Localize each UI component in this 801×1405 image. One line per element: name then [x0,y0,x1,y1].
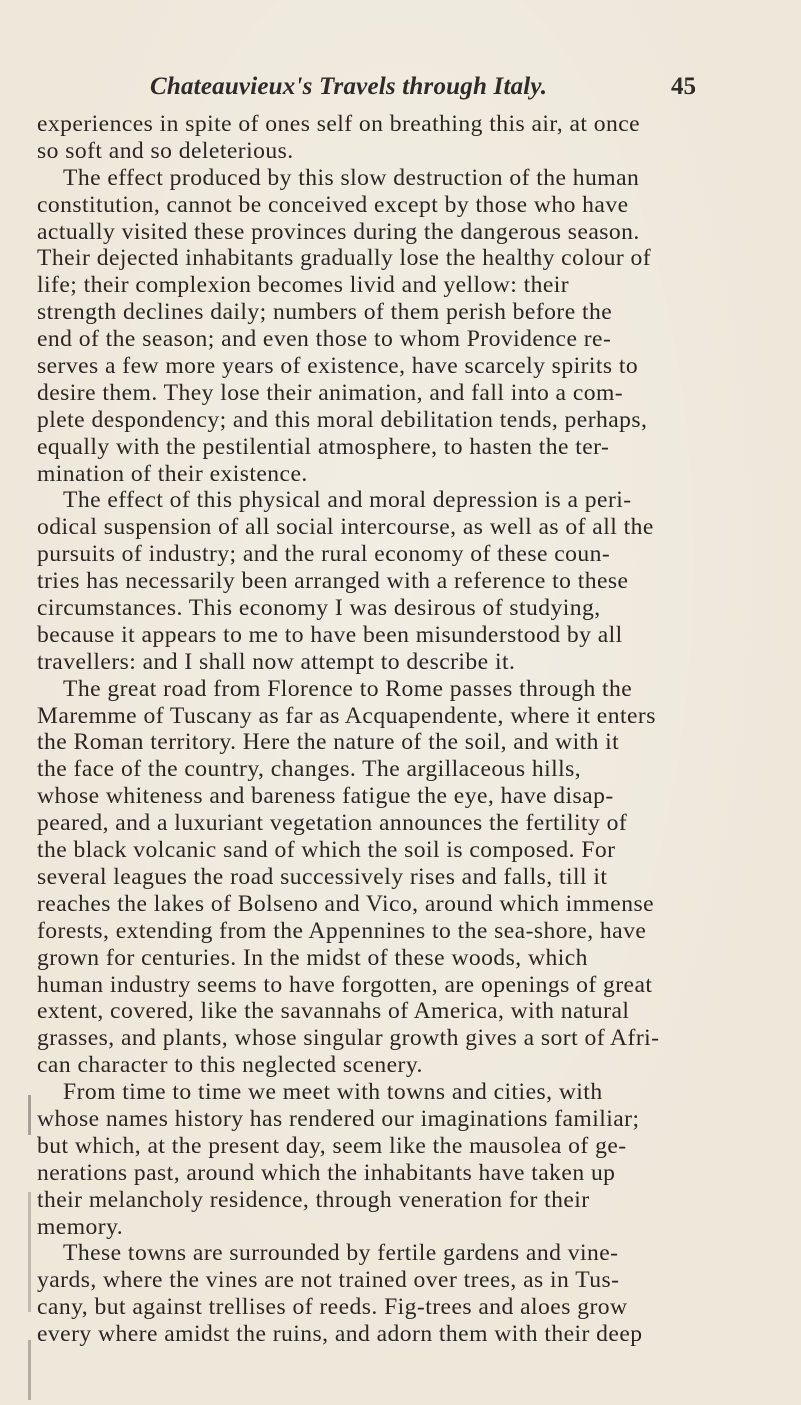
text-line: several leagues the road successively rises and falls, till it [37,863,608,890]
text-line: circumstances. This economy I was desirous of studying, [37,595,601,622]
text-line: human industry seems to have forgotten, are openings of great [37,971,653,998]
margin-shadow-mark [28,1340,31,1400]
text-line: The effect produced by this slow destruction of the human [63,164,640,191]
text-line: yards, where the vines are not trained over trees, as in Tus- [37,1267,620,1294]
text-line: so soft and so deleterious. [37,137,294,164]
text-line: grasses, and plants, whose singular growth gives a sort of Afri- [37,1025,660,1052]
running-head-title: Chateauvieux's Travels through Italy. [150,73,548,100]
text-line: every where amidst the ruins, and adorn them with their deep [37,1321,643,1348]
text-line: grown for centuries. In the midst of these woods, which [37,944,588,971]
text-line: The effect of this physical and moral depression is a peri- [63,487,632,514]
text-line: whose names history has rendered our imaginations familiar; [37,1105,640,1132]
text-line: Their dejected inhabitants gradually lose the healthy colour of [37,245,652,272]
text-line: constitution, cannot be conceived except by those who have [37,191,629,218]
text-line: the face of the country, changes. The argillaceous hills, [37,756,582,783]
text-line: strength declines daily; numbers of them perish before the [37,299,613,326]
text-line: experiences in spite of ones self on breathing this air, at once [37,111,641,137]
text-line: but which, at the present day, seem like the mausolea of ge- [37,1132,627,1159]
text-line: The great road from Florence to Rome passes through the [63,675,633,702]
text-line: serves a few more years of existence, have scarcely spirits to [37,353,639,380]
text-line: can character to this neglected scenery. [37,1052,423,1079]
text-line: cany, but against trellises of reeds. Fig-trees and aloes grow [37,1294,628,1321]
text-line: life; their complexion becomes livid and yellow: their [37,272,570,299]
text-line: extent, covered, like the savannahs of America, with natural [37,998,630,1025]
text-line: because it appears to me to have been misunderstood by all [37,621,623,648]
text-line: mination of their existence. [37,460,308,487]
text-line: pursuits of industry; and the rural economy of these coun- [37,541,611,568]
text-line: actually visited these provinces during the dangerous season. [37,218,640,245]
text-line: These towns are surrounded by fertile gardens and vine- [63,1240,619,1267]
text-line: the black volcanic sand of which the soil is composed. For [37,837,616,864]
text-line: travellers: and I shall now attempt to describe it. [37,648,516,675]
text-line: the Roman territory. Here the nature of the soil, and with it [37,729,620,756]
page-number: 45 [671,73,696,100]
text-line: peared, and a luxuriant vegetation announces the fertility of [37,810,628,837]
text-line: desire them. They lose their animation, and fall into a com- [37,379,624,406]
text-line: From time to time we meet with towns and cities, with [63,1079,603,1106]
margin-shadow-mark [28,1095,31,1135]
text-line: their melancholy residence, through veneration for their [37,1186,590,1213]
body-text [37,111,777,1348]
text-line: plete despondency; and this moral debilitation tends, perhaps, [37,406,648,433]
text-line: tries has necessarily been arranged with a reference to these [37,568,629,595]
text-line: odical suspension of all social intercourse, as well as of all the [37,514,654,541]
text-line: reaches the lakes of Bolseno and Vico, around which immense [37,890,654,917]
text-line: memory. [37,1213,124,1240]
text-line: equally with the pestilential atmosphere, to hasten the ter- [37,433,610,460]
text-line: forests, extending from the Appennines to the sea-shore, have [37,917,647,944]
text-line: whose whiteness and bareness fatigue the eye, have disap- [37,783,614,810]
text-line: nerations past, around which the inhabitants have taken up [37,1159,616,1186]
margin-shadow-mark [28,1192,31,1312]
text-line: end of the season; and even those to whom Providence re- [37,326,612,353]
text-line: Maremme of Tuscany as far as Acquapendente, where it enters [37,702,656,729]
